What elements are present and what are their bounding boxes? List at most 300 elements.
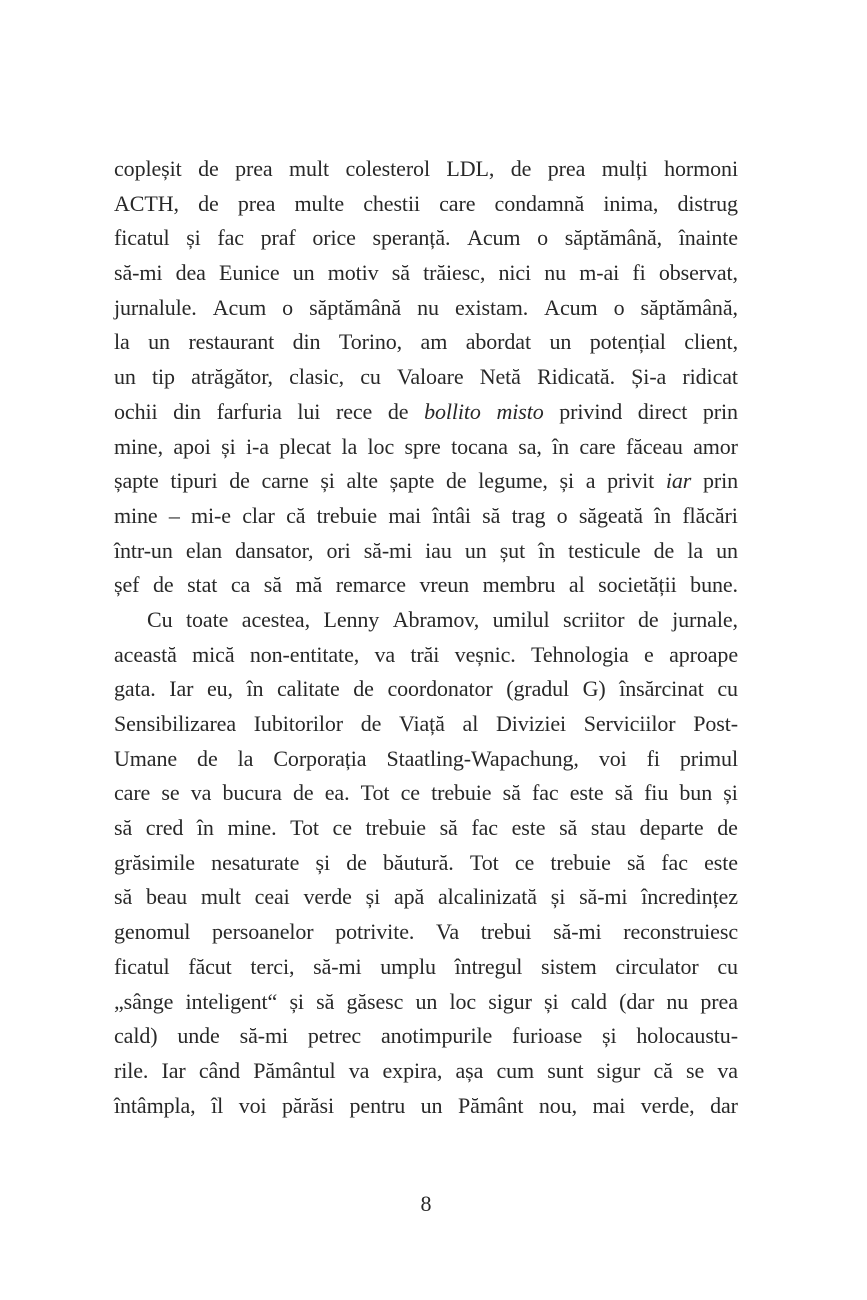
word: toate bbox=[186, 606, 229, 632]
word: distrug bbox=[677, 190, 738, 216]
word: de bbox=[198, 156, 219, 181]
word: Acum bbox=[212, 294, 267, 320]
word: ce bbox=[514, 849, 535, 875]
word: într-un bbox=[114, 537, 173, 563]
word: ochii bbox=[114, 398, 158, 424]
word: e bbox=[644, 641, 654, 667]
word: trebui bbox=[480, 919, 532, 945]
word: prea bbox=[237, 190, 276, 216]
word: Cu bbox=[147, 606, 173, 632]
word: o bbox=[613, 294, 625, 320]
word: client, bbox=[684, 329, 738, 355]
word: fac bbox=[471, 815, 498, 841]
word: să bbox=[626, 849, 646, 875]
word: că bbox=[653, 1057, 673, 1083]
text-block bbox=[114, 152, 738, 1123]
word: de bbox=[229, 468, 250, 494]
word: apoi bbox=[173, 433, 211, 459]
text-line bbox=[114, 985, 738, 1020]
text-line bbox=[114, 776, 738, 811]
word: al bbox=[568, 572, 585, 598]
word: și bbox=[289, 988, 304, 1014]
word: Valoare bbox=[397, 364, 464, 390]
word: i-a bbox=[246, 433, 269, 459]
text-line bbox=[114, 880, 738, 915]
word: ficatul bbox=[114, 225, 170, 251]
word: motiv bbox=[327, 260, 379, 286]
text-line bbox=[114, 603, 738, 638]
word: Tot bbox=[360, 780, 390, 806]
text-line bbox=[114, 187, 738, 222]
word: să bbox=[439, 815, 458, 841]
word: unde bbox=[177, 1023, 220, 1049]
word: hormoni bbox=[664, 156, 738, 181]
text-line bbox=[114, 430, 738, 465]
word: o bbox=[556, 502, 568, 528]
word: făceau bbox=[625, 433, 683, 459]
word: voi bbox=[238, 1092, 267, 1118]
word: să bbox=[482, 502, 501, 528]
word: Viață bbox=[399, 711, 445, 736]
text-line bbox=[114, 291, 738, 326]
word: gata. bbox=[114, 676, 156, 702]
word: și bbox=[723, 780, 738, 806]
word: tip bbox=[152, 364, 175, 390]
word: să bbox=[502, 780, 521, 806]
word: însărcinat bbox=[619, 676, 704, 702]
word: remarce bbox=[335, 572, 406, 598]
word: dar bbox=[710, 1092, 738, 1118]
word: un bbox=[464, 537, 487, 563]
word: verde, bbox=[640, 1092, 695, 1118]
word: cald bbox=[570, 988, 607, 1014]
word: potențial bbox=[589, 329, 666, 355]
word: farfuria bbox=[216, 398, 282, 424]
word: calitate bbox=[276, 676, 340, 702]
word: o bbox=[537, 225, 549, 251]
word: pentru bbox=[349, 1092, 406, 1118]
word: anotimpurile bbox=[380, 1023, 493, 1049]
word: de bbox=[510, 156, 532, 181]
word: bune. bbox=[690, 572, 738, 598]
word: primul bbox=[679, 745, 738, 771]
word: un bbox=[549, 329, 572, 355]
word: cum bbox=[496, 1057, 535, 1083]
word: un bbox=[292, 260, 315, 286]
word: ACTH, bbox=[114, 190, 179, 216]
word: inima, bbox=[603, 190, 659, 216]
word: mine, bbox=[114, 433, 163, 459]
word: de bbox=[638, 606, 659, 632]
word: se bbox=[686, 1057, 705, 1083]
word: trebuie bbox=[431, 780, 492, 806]
word: este bbox=[511, 815, 546, 841]
word: va bbox=[348, 1057, 370, 1083]
word: carne bbox=[261, 468, 309, 494]
text-line bbox=[114, 221, 738, 256]
word: fi bbox=[632, 260, 646, 286]
word: societății bbox=[598, 572, 677, 598]
word: va bbox=[190, 780, 212, 806]
word: Tehnologia bbox=[531, 641, 629, 667]
word: dea bbox=[175, 260, 206, 286]
word: a bbox=[585, 468, 596, 494]
word: observat, bbox=[658, 260, 738, 286]
word: vreun bbox=[419, 572, 470, 598]
word: care bbox=[439, 190, 476, 216]
text-line bbox=[114, 1054, 738, 1089]
word: condamnă bbox=[494, 190, 585, 216]
word: ea. bbox=[324, 780, 350, 806]
word: Netă bbox=[479, 364, 521, 390]
word: săgeată bbox=[578, 502, 643, 528]
word: direct bbox=[637, 398, 688, 424]
word: este bbox=[704, 849, 738, 875]
word: jurnalule. bbox=[114, 294, 197, 320]
word: să-mi bbox=[313, 953, 362, 979]
word: întâi bbox=[432, 502, 471, 528]
word: Serviciilor bbox=[583, 711, 676, 736]
word: clasic, bbox=[289, 364, 345, 390]
word: am bbox=[420, 329, 448, 355]
word: cu bbox=[360, 364, 381, 390]
word: trebuie bbox=[365, 815, 426, 841]
word: alte bbox=[346, 468, 378, 494]
word: prin bbox=[702, 398, 738, 424]
word: în bbox=[654, 502, 672, 528]
word: ceai bbox=[254, 884, 290, 910]
word: mine bbox=[114, 502, 158, 528]
word: înainte bbox=[678, 225, 738, 251]
word: și bbox=[315, 849, 331, 875]
word: întâmpla, bbox=[114, 1092, 196, 1118]
word: de bbox=[653, 537, 675, 563]
word: mai bbox=[592, 1092, 626, 1118]
word: legume, bbox=[478, 468, 548, 494]
word: prea bbox=[547, 156, 586, 181]
word: atrăgător, bbox=[191, 364, 273, 390]
word: trebuie bbox=[550, 849, 611, 875]
word: și bbox=[320, 468, 335, 494]
word: dansator, bbox=[235, 537, 314, 563]
word: ca bbox=[230, 572, 251, 598]
word: trăi bbox=[410, 641, 440, 667]
word: reconstruiesc bbox=[623, 919, 738, 945]
word: Pământul bbox=[253, 1057, 336, 1083]
word: privind bbox=[559, 398, 623, 424]
word: nou, bbox=[538, 1092, 578, 1118]
word: privit bbox=[607, 468, 655, 494]
word: ce bbox=[332, 815, 352, 841]
text-line bbox=[114, 568, 738, 603]
word: holocaustu- bbox=[636, 1023, 738, 1049]
text-line bbox=[114, 464, 738, 499]
word: prea bbox=[700, 988, 738, 1014]
word: de bbox=[198, 190, 219, 216]
word: care bbox=[579, 433, 616, 459]
word: Diviziei bbox=[495, 711, 567, 736]
word: mai bbox=[388, 502, 422, 528]
word: de bbox=[292, 780, 314, 806]
word: mi-e bbox=[191, 502, 231, 528]
word: Acum bbox=[544, 294, 598, 320]
text-line bbox=[114, 152, 738, 187]
word: G) bbox=[582, 676, 606, 702]
word: terci, bbox=[250, 953, 295, 979]
word: trebuie bbox=[316, 502, 378, 528]
word: să bbox=[316, 988, 335, 1014]
word: al bbox=[462, 711, 479, 736]
text-line bbox=[114, 1019, 738, 1054]
word: și bbox=[550, 884, 566, 910]
word: ficatul bbox=[114, 953, 170, 979]
word: Staatling-Wapachung, bbox=[386, 745, 579, 771]
word: la bbox=[114, 329, 130, 355]
word: fac bbox=[217, 225, 244, 251]
word: fac bbox=[661, 849, 688, 875]
word: Iar bbox=[161, 1057, 186, 1083]
word: nu bbox=[544, 260, 567, 286]
word: lui bbox=[297, 398, 321, 424]
word: speranță. bbox=[372, 225, 451, 251]
word: să-mi bbox=[114, 260, 163, 286]
word: să-mi bbox=[239, 1023, 289, 1049]
word: coordonator bbox=[387, 676, 493, 702]
word: voi bbox=[598, 745, 627, 771]
word: și bbox=[186, 225, 201, 251]
word: fi bbox=[646, 745, 660, 771]
word: prin bbox=[702, 468, 738, 494]
text-line bbox=[114, 499, 738, 534]
word: multe bbox=[294, 190, 345, 216]
word: bucura bbox=[222, 780, 282, 806]
word: tocana bbox=[451, 433, 508, 459]
word: de bbox=[197, 745, 218, 771]
word: „sânge bbox=[114, 988, 174, 1014]
word: că bbox=[286, 502, 306, 528]
word: să bbox=[614, 780, 633, 806]
word: de bbox=[387, 398, 409, 424]
word: elan bbox=[185, 537, 223, 563]
word: amor bbox=[693, 433, 738, 459]
word: de bbox=[353, 676, 374, 702]
word: Iar bbox=[169, 676, 194, 702]
word: Umane bbox=[114, 745, 178, 771]
word: să bbox=[391, 260, 410, 286]
word: (dar bbox=[619, 988, 655, 1014]
word: nu bbox=[417, 294, 439, 320]
word: și bbox=[365, 884, 381, 910]
word: – bbox=[168, 502, 180, 528]
word: în bbox=[538, 537, 556, 563]
word: în bbox=[196, 815, 214, 841]
italic-word: bollito bbox=[424, 398, 481, 424]
word: fiu bbox=[644, 780, 669, 806]
text-line bbox=[114, 846, 738, 881]
word: în bbox=[552, 433, 570, 459]
word: chestii bbox=[363, 190, 420, 216]
word: să-mi bbox=[579, 884, 628, 910]
word: la bbox=[341, 433, 358, 459]
word: șut bbox=[499, 537, 526, 563]
word: Ridicată. bbox=[537, 364, 615, 390]
word: orice bbox=[312, 225, 356, 251]
word: grăsimile bbox=[114, 849, 195, 875]
word: șapte bbox=[114, 468, 159, 494]
word: testicule bbox=[568, 537, 641, 563]
word: (gradul bbox=[506, 676, 570, 702]
word: de bbox=[445, 468, 467, 494]
word: LDL, bbox=[446, 156, 495, 181]
word: Abramov, bbox=[392, 606, 480, 632]
word: la bbox=[687, 537, 703, 563]
word: loc bbox=[367, 433, 395, 459]
text-line bbox=[114, 950, 738, 985]
word: m-ai bbox=[579, 260, 620, 286]
word: fac bbox=[532, 780, 559, 806]
word: plecat bbox=[279, 433, 332, 459]
word: Tot bbox=[290, 815, 319, 841]
text-line bbox=[114, 256, 738, 291]
word: Sensibilizarea bbox=[114, 711, 236, 736]
word: verde bbox=[303, 884, 352, 910]
word: din bbox=[292, 329, 321, 355]
word: petrec bbox=[307, 1023, 362, 1049]
word: nesaturate bbox=[211, 849, 300, 875]
word: sa, bbox=[518, 433, 542, 459]
word: Torino, bbox=[338, 329, 403, 355]
word: un bbox=[114, 364, 136, 390]
word: este bbox=[569, 780, 604, 806]
word: potrivite. bbox=[335, 919, 415, 945]
word: ridicat bbox=[682, 364, 738, 390]
word: mult bbox=[289, 156, 329, 181]
word: ori bbox=[326, 537, 351, 563]
word: să-mi bbox=[363, 537, 413, 563]
word: stau bbox=[590, 815, 626, 841]
word: mă bbox=[295, 572, 323, 598]
word: non-entitate, bbox=[249, 641, 360, 667]
word: cu bbox=[717, 953, 738, 979]
word: băutură. bbox=[383, 849, 454, 875]
text-line bbox=[114, 534, 738, 569]
word: rile. bbox=[114, 1057, 149, 1083]
word: abordat bbox=[465, 329, 531, 355]
word: cu bbox=[717, 676, 738, 702]
word: Eunice bbox=[219, 260, 280, 286]
word: și bbox=[602, 1023, 617, 1049]
word: un bbox=[716, 537, 738, 563]
word: trăiesc, bbox=[423, 260, 486, 286]
word: umplu bbox=[380, 953, 436, 979]
word: de bbox=[152, 572, 174, 598]
word: și bbox=[544, 988, 559, 1014]
word: când bbox=[198, 1057, 240, 1083]
italic-word: iar bbox=[665, 468, 692, 494]
word: scriitor bbox=[563, 606, 625, 632]
word: de bbox=[360, 711, 382, 736]
word: săptămână, bbox=[640, 294, 738, 320]
word: un bbox=[420, 1092, 443, 1118]
word: spre bbox=[404, 433, 441, 459]
word: jurnale, bbox=[672, 606, 738, 632]
word: o bbox=[282, 294, 294, 320]
word: beau bbox=[145, 884, 188, 910]
word: de bbox=[346, 849, 367, 875]
word: copleșit bbox=[114, 156, 182, 181]
text-line bbox=[114, 395, 738, 430]
word: circulator bbox=[615, 953, 699, 979]
word: care bbox=[114, 780, 151, 806]
word: să bbox=[559, 815, 578, 841]
word: acestea, bbox=[241, 606, 310, 632]
word: aproape bbox=[669, 641, 738, 667]
page-number: 8 bbox=[420, 1191, 432, 1216]
text-line bbox=[114, 915, 738, 950]
word: făcut bbox=[188, 953, 232, 979]
word: membru bbox=[482, 572, 556, 598]
word: și bbox=[221, 433, 236, 459]
word: să bbox=[114, 815, 133, 841]
word: colesterol bbox=[345, 156, 430, 181]
word: la bbox=[237, 745, 254, 771]
word: veșnic. bbox=[454, 641, 516, 667]
word: Iubitorilor bbox=[253, 711, 344, 736]
word: Corporația bbox=[273, 745, 367, 771]
word: iau bbox=[425, 537, 452, 563]
word: clar bbox=[242, 502, 275, 528]
word: mult bbox=[200, 884, 241, 910]
word: sunt bbox=[547, 1057, 584, 1083]
word: alcalinizată bbox=[438, 884, 537, 910]
word: furioase bbox=[512, 1023, 583, 1049]
word: mine. bbox=[227, 815, 277, 841]
word: un bbox=[415, 988, 438, 1014]
word: ce bbox=[400, 780, 420, 806]
word: sigur bbox=[596, 1057, 641, 1083]
word: săptămână bbox=[309, 294, 402, 320]
word: sigur bbox=[488, 988, 532, 1014]
word: părăsi bbox=[282, 1092, 334, 1118]
word: Lenny bbox=[323, 606, 380, 632]
word: rece bbox=[335, 398, 373, 424]
word: trag bbox=[511, 502, 546, 528]
word: cred bbox=[145, 815, 184, 841]
word: loc bbox=[449, 988, 477, 1014]
text-line bbox=[114, 1089, 738, 1124]
text-line bbox=[114, 360, 738, 395]
word: prea bbox=[235, 156, 273, 181]
word: stat bbox=[187, 572, 218, 598]
word: și bbox=[559, 468, 575, 494]
word: nici bbox=[498, 260, 532, 286]
word: apă bbox=[393, 884, 425, 910]
text-line bbox=[114, 672, 738, 707]
word: Acum bbox=[467, 225, 521, 251]
text-line bbox=[114, 742, 738, 777]
word: praf bbox=[260, 225, 296, 251]
italic-word: misto bbox=[496, 398, 544, 424]
word: bun bbox=[679, 780, 713, 806]
word: din bbox=[173, 398, 201, 424]
word: Și-a bbox=[631, 364, 667, 390]
word: restaurant bbox=[188, 329, 275, 355]
word: sistem bbox=[541, 953, 597, 979]
word: să bbox=[114, 884, 133, 910]
word: expira, bbox=[382, 1057, 443, 1083]
word: găsesc bbox=[346, 988, 404, 1014]
word: existam. bbox=[454, 294, 529, 320]
